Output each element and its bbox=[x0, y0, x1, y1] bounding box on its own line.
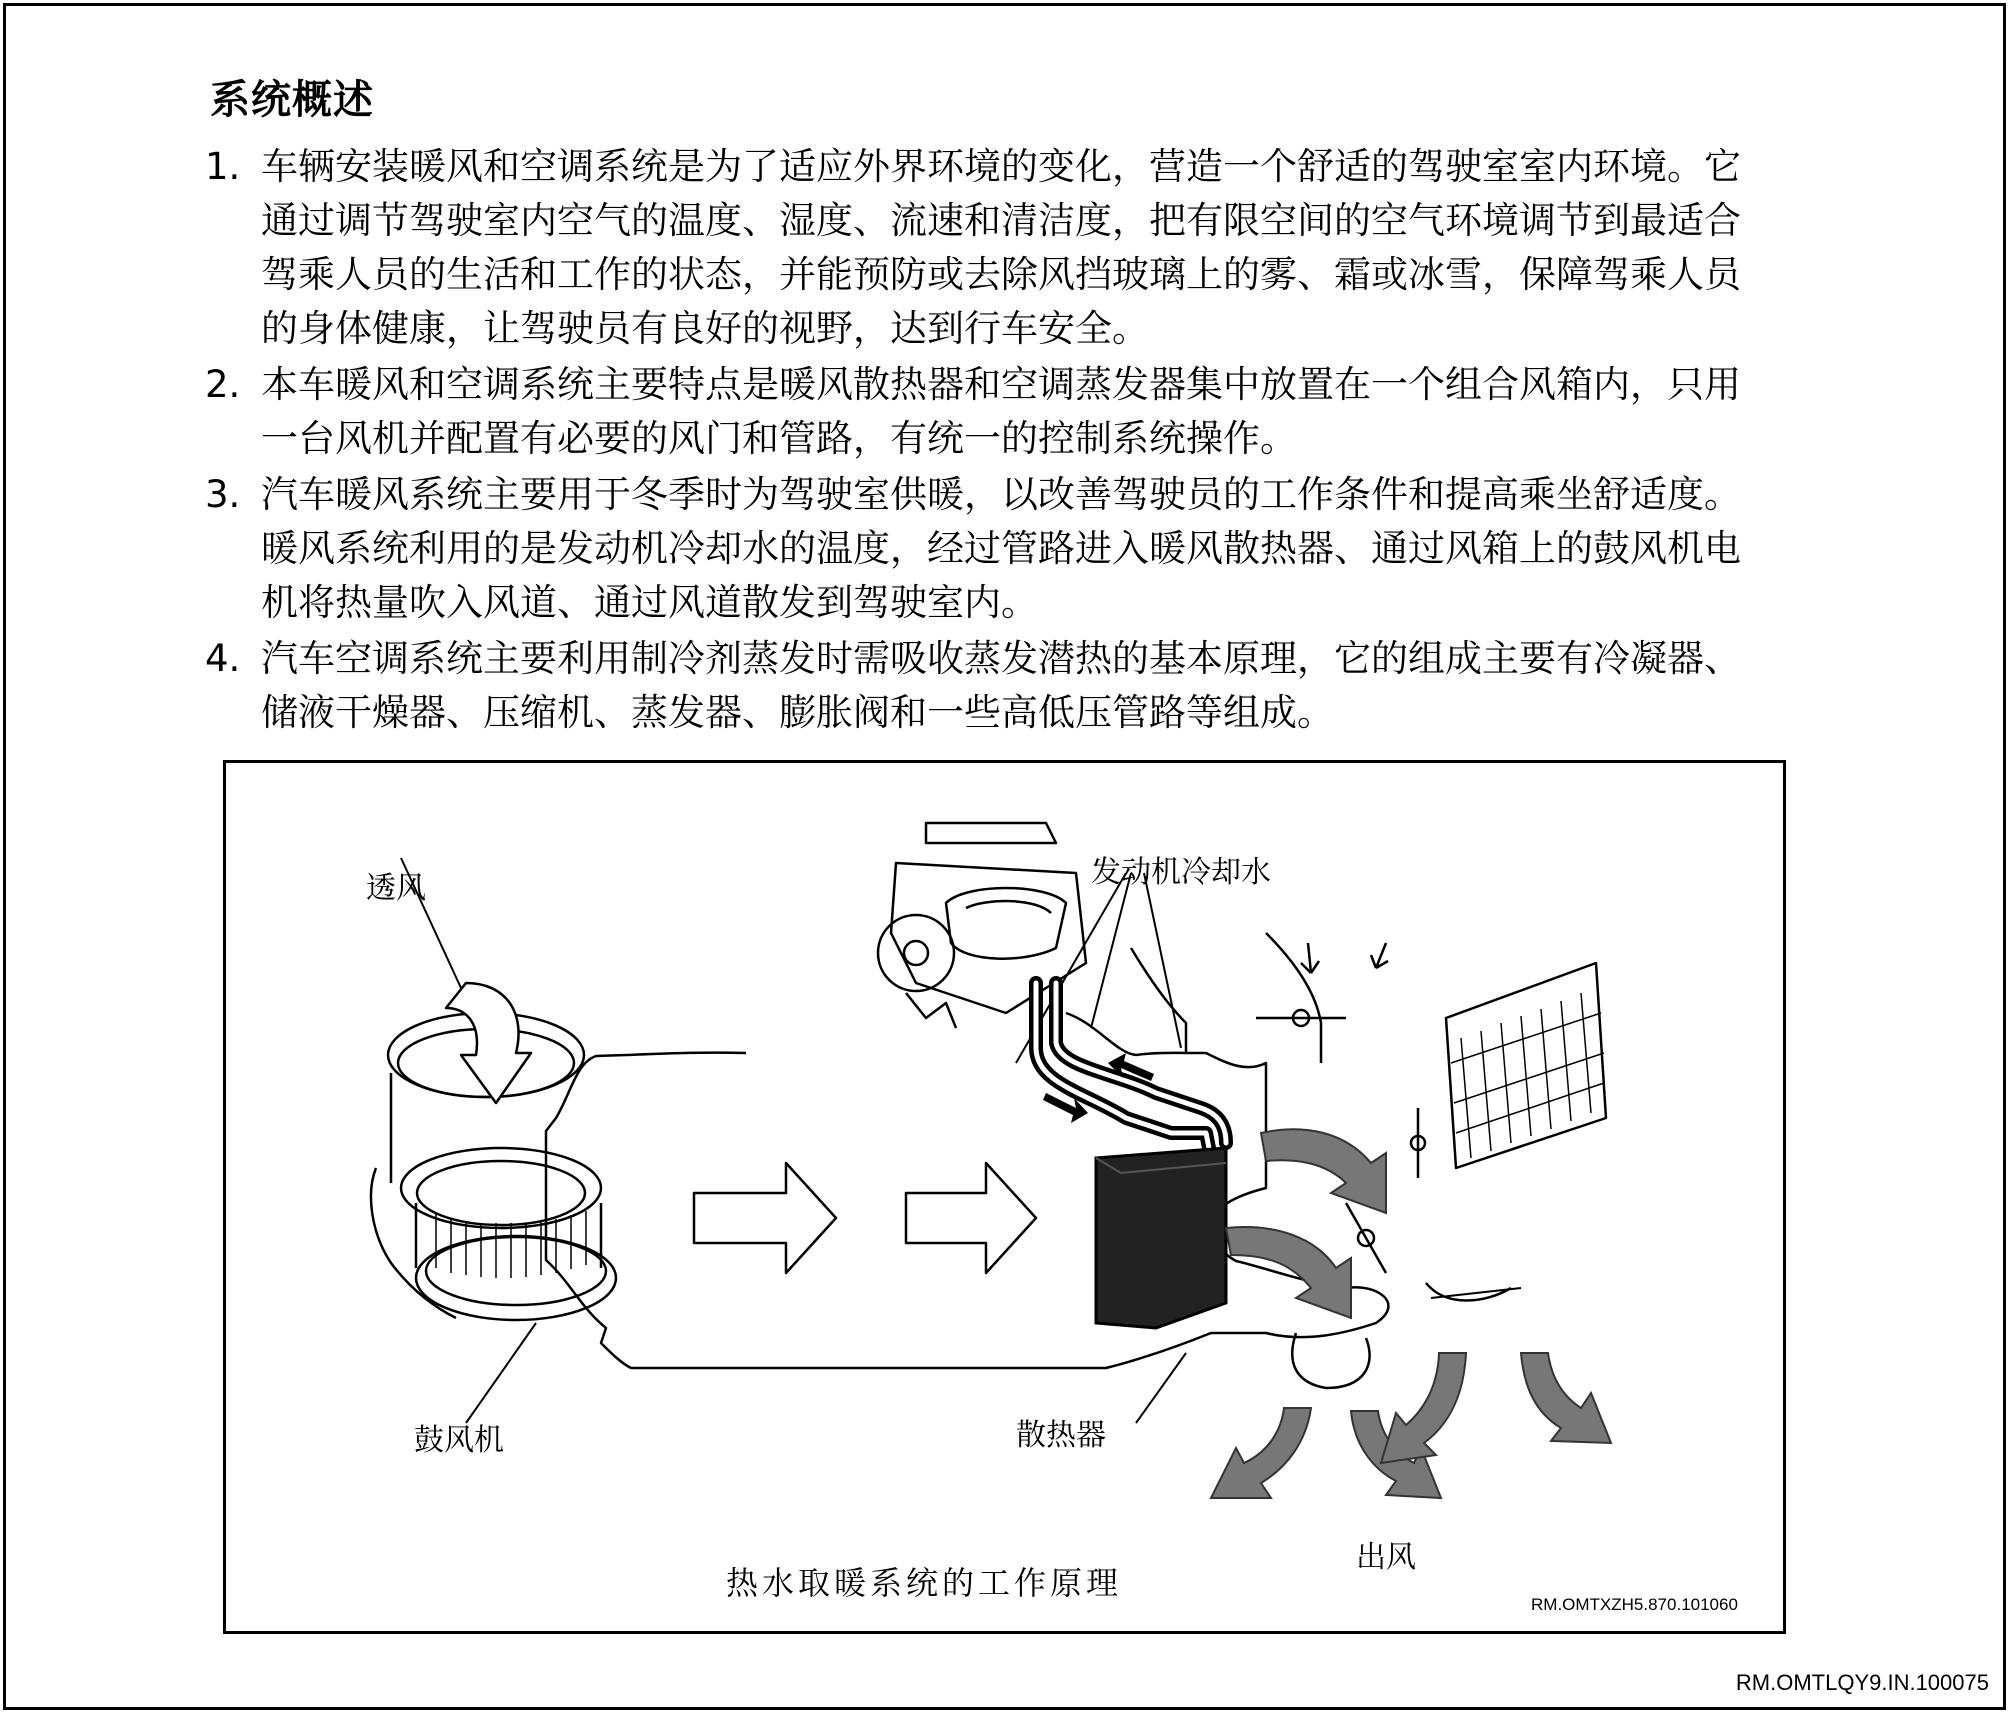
list-item-number: 4. bbox=[205, 637, 241, 680]
figure-code: RM.OMTXZH5.870.101060 bbox=[1531, 1595, 1738, 1614]
section-title: 系统概述 bbox=[210, 77, 374, 123]
heating-diagram-illustration bbox=[226, 763, 1783, 1631]
list-item bbox=[205, 140, 1765, 356]
list-item-text: 车辆安装暖风和空调系统是为了适应外界环境的变化，营造一个舒适的驾驶室室内环境。它通过调节驾驶室内空气的温度、湿度、流速和清洁度，把有限空间的空气环境调节到最适合驾乘人员的生活和工作的状态，并能预防或去除风挡玻璃上的雾、霜或冰雪，保障驾乘人员的身体健康，让驾驶员有良好的视野，达到行车安全。 bbox=[261, 145, 1741, 350]
engine-fan bbox=[878, 915, 954, 991]
flow-arrow bbox=[694, 1163, 836, 1273]
list-item-text: 汽车暖风系统主要用于冬季时为驾驶室供暖，以改善驾驶员的工作条件和提高乘坐舒适度。暖风系统利用的是发动机冷却水的温度，经过管路进入暖风散热器、通过风箱上的鼓风机电机将热量吹入风道、通过风道散发到驾驶室内。 bbox=[261, 473, 1741, 624]
list-item-number: 2. bbox=[205, 363, 241, 406]
flow-arrow bbox=[906, 1163, 1036, 1273]
figure-caption: 热水取暖系统的工作原理 bbox=[726, 1564, 1123, 1602]
leader-line bbox=[1144, 873, 1181, 1048]
air-arrow bbox=[1211, 1408, 1311, 1498]
page-code: RM.OMTLQY9.IN.100075 bbox=[1735, 1670, 1989, 1695]
overview-list bbox=[205, 140, 1765, 742]
leader-line bbox=[1431, 1288, 1521, 1298]
list-item bbox=[205, 468, 1765, 630]
list-item-text: 汽车空调系统主要利用制冷剂蒸发时需吸收蒸发潜热的基本原理，它的组成主要有冷凝器、储液干燥器、压缩机、蒸发器、膨胀阀和一些高低压管路等组成。 bbox=[261, 637, 1741, 734]
air-arrow bbox=[1521, 1353, 1611, 1443]
leader-line bbox=[466, 1323, 536, 1423]
radiator-core bbox=[1096, 1148, 1226, 1328]
list-item-number: 1. bbox=[205, 145, 241, 188]
intake-arrow bbox=[446, 983, 531, 1103]
air-arrow bbox=[1261, 1129, 1386, 1213]
heating-diagram bbox=[223, 760, 1786, 1634]
list-item-number: 3. bbox=[205, 473, 241, 516]
leader-line bbox=[1091, 873, 1131, 1028]
list-item bbox=[205, 358, 1765, 466]
label-outlet: 出风 bbox=[1356, 1540, 1416, 1575]
label-coolant: 发动机冷却水 bbox=[1091, 855, 1271, 890]
duct-housing bbox=[546, 948, 1388, 1368]
air-arrow bbox=[1226, 1227, 1351, 1318]
list-item-text: 本车暖风和空调系统主要特点是暖风散热器和空调蒸发器集中放置在一个组合风箱内，只用一台风机并配置有必要的风门和管路，有统一的控制系统操作。 bbox=[261, 363, 1741, 460]
label-blower: 鼓风机 bbox=[414, 1423, 504, 1458]
air-arrow bbox=[1381, 1353, 1466, 1463]
label-radiator: 散热器 bbox=[1016, 1418, 1106, 1453]
list-item bbox=[205, 632, 1765, 740]
label-intake: 透风 bbox=[366, 871, 426, 906]
leader-line bbox=[1136, 1353, 1186, 1423]
